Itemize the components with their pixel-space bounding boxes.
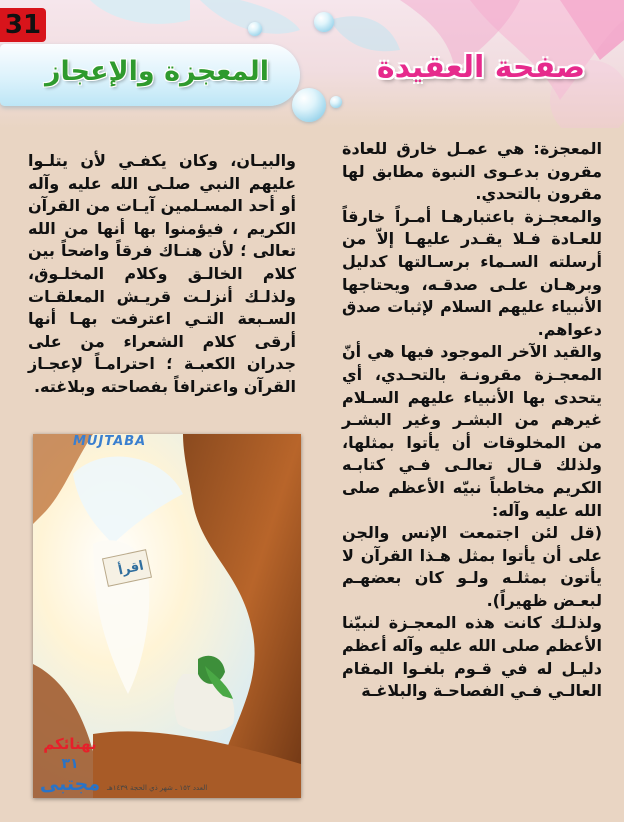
- section-title: صفحة العقيدة: [376, 50, 586, 85]
- issue-info: العدد ١٥٢ ـ شهر ذي الحجة ١٤٣٩هـ: [107, 784, 208, 792]
- paragraph: ولذلـك كانت هذه المعجـزة لنبيّنا الأعظم صلى الله عليه وآله أعظم دليـل له في قـوم بلغـوا المقام العالـي فـي الفصاحـة والبلاغـة: [342, 613, 602, 701]
- paragraph: والمعجـزة باعتبارهـا أمـراً خارقاً للعـادة فـلا يقـدر عليهـا إلاّ من أرسلته السـماء برسـالتها كدليل وبرهـان علـى صدقـه، ويحتاجها الأنبياء عليهم السلام لإثبات صدق دعواهم.: [342, 206, 602, 339]
- article-title: المعجزة والإعجاز: [44, 56, 270, 87]
- bubble-decoration-icon: [314, 12, 334, 32]
- paragraph: والقيد الآخر الموجود فيها هي أنّ المعجـزة مقرونـة بالتحـدي، أي يتحدى بها الأنبياء عليهم السـلام غيرهم من البشـر وغير البشـر من المخلوقات أن يأتوا بمثلها، ولذلك قـال تعالـى فـي كتابـه الكريم مخاطباً نبيّه الأعظم صلى الله عليه وآله:: [342, 342, 602, 520]
- paragraph: والبيـان، وكان يكفـي لأن يتلـوا عليهم النبي صلـى الله عليه وآله أو أحد المسـلمين آيـات من القرآن الكريم ، فيؤمنوا بها أنها من الله تعالى ؛ لأن هنـاك فرقاً واضحاً بين كلام الخالـق وكلام المخلـوق، ولذلـك أنزلـت قريـش المعلقـات السـبعة التـي اعترفت بهـا أنها أرقى كلام الشعراء من على جدران الكعبـة ؛ احترامـاً لإعجـاز القرآن واعترافاً بفصاحته وبلاغته.: [28, 151, 296, 396]
- cover-brand: MUJTABA: [73, 434, 147, 449]
- article-left-column: [28, 150, 296, 399]
- article-right-column: [342, 138, 602, 703]
- scroll-word: اقرأ: [116, 558, 146, 579]
- quran-verse: (قل لئن اجتمعت الإنس والجن على أن يأتوا بمثل هـذا القرآن لا يأتون بمثلـه ولـو كان بعضهـم لبعـض ظهيراً).: [342, 523, 602, 610]
- magazine-cover-image: [33, 434, 301, 798]
- logo-line: ٣١: [61, 756, 79, 772]
- paragraph: المعجزة: هي عمـل خارق للعادة مقرون بدعـوى النبوة مطابق لها مقرون بالتحدي.: [342, 139, 602, 204]
- page-number: 31: [0, 8, 46, 42]
- logo-line: نهنائكم: [43, 735, 97, 753]
- bubble-decoration-icon: [248, 22, 262, 36]
- bubble-decoration-icon: [292, 88, 326, 122]
- logo-line: مجتبى: [39, 773, 101, 795]
- magazine-logo: [35, 734, 105, 794]
- bubble-decoration-icon: [330, 96, 342, 108]
